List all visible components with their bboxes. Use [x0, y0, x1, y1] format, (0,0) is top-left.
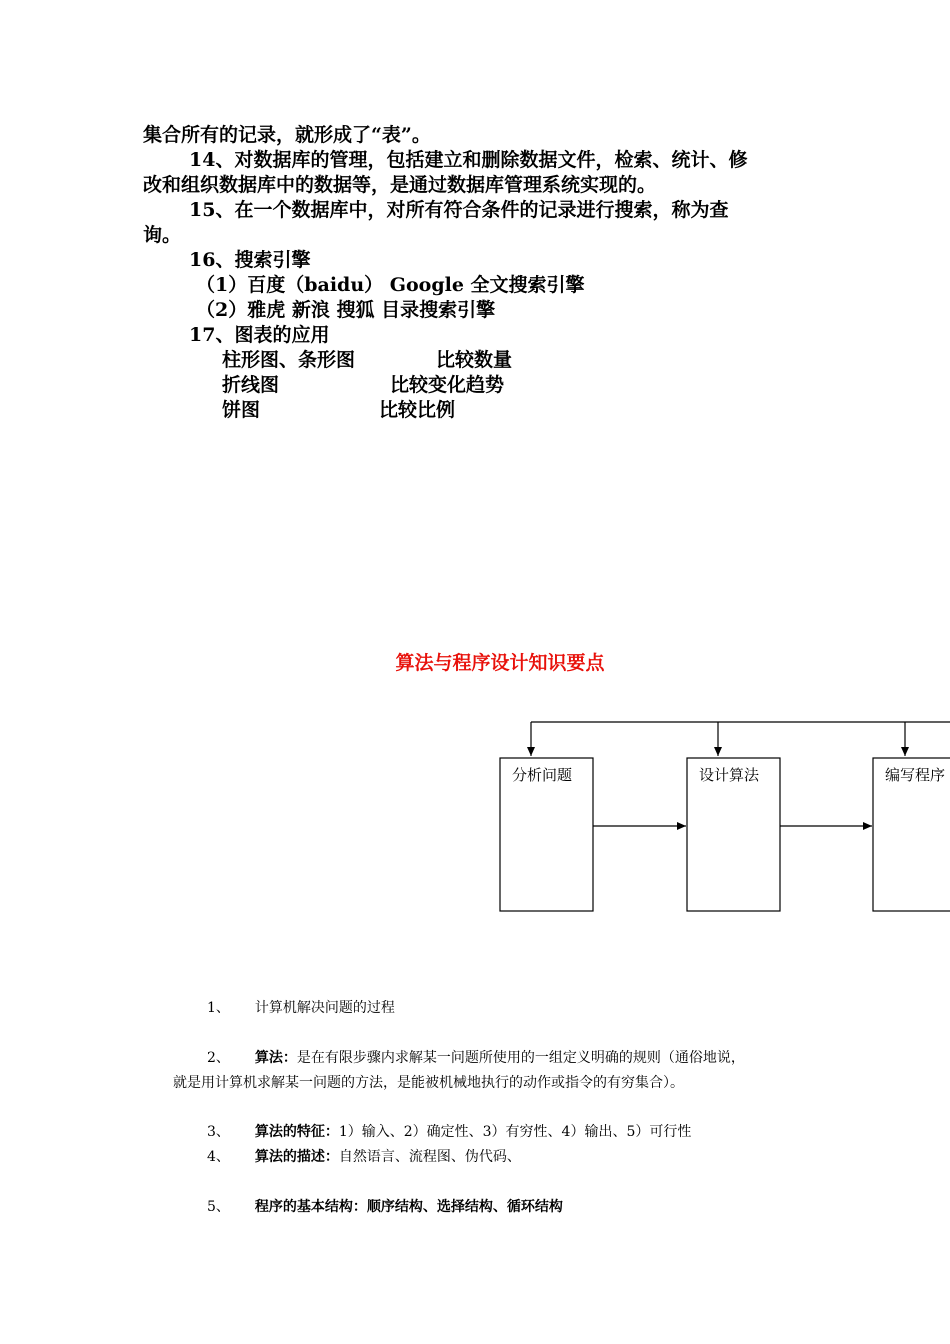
point-bold: 程序的基本结构：顺序结构、选择结构、循环结构: [254, 1199, 563, 1215]
section-heading: 算法与程序设计知识要点: [395, 652, 605, 674]
chart-use-type: 折线图: [222, 374, 280, 396]
chart-use-type: 饼图: [222, 399, 261, 421]
point-item: [207, 998, 395, 1018]
chart-use-purpose: 比较变化趋势: [390, 374, 505, 396]
point-number: 1、: [207, 1000, 230, 1016]
point-bold: 算法的描述：: [254, 1149, 339, 1165]
text-line: 14、对数据库的管理，包括建立和删除数据文件，检索、统计、修: [189, 149, 748, 171]
text-line: 询。: [143, 224, 182, 246]
point-number: 5、: [207, 1199, 230, 1215]
box-label: 设计算法: [699, 766, 760, 784]
point-item: [207, 1147, 521, 1167]
text-line: （1）百度（baidu） Google 全文搜索引擎: [196, 274, 585, 296]
text-line: 集合所有的记录，就形成了“表”。: [143, 124, 431, 146]
box-label: 编写程序: [885, 766, 946, 784]
point-text: 计算机解决问题的过程: [254, 1000, 395, 1016]
text-line: （2）雅虎 新浪 搜狐 目录搜索引擎: [196, 299, 496, 321]
point-item: [207, 1197, 563, 1217]
point-continuation: 就是用计算机求解某一问题的方法，是能被机械地执行的动作或指令的有穷集合）。: [173, 1075, 684, 1091]
point-text: 自然语言、流程图、伪代码、: [338, 1149, 521, 1165]
point-bold: 算法的特征：: [254, 1124, 339, 1140]
text-line: 改和组织数据库中的数据等，是通过数据库管理系统实现的。: [143, 174, 657, 196]
chart-use-purpose: 比较数量: [436, 349, 513, 371]
point-number: 3、: [207, 1124, 230, 1140]
box-label: 分析问题: [512, 766, 573, 784]
text-line: 16、搜索引擎: [189, 249, 311, 271]
point-bold: 算法：: [254, 1050, 297, 1066]
point-text: 是在有限步骤内求解某一问题所使用的一组定义明确的规则（通俗地说，: [296, 1050, 745, 1066]
point-number: 4、: [207, 1149, 230, 1165]
point-item: [207, 1122, 691, 1142]
point-item: [207, 1048, 745, 1068]
point-text: 1）输入、2）确定性、3）有穷性、4）输出、5）可行性: [338, 1124, 692, 1140]
chart-use-purpose: 比较比例: [379, 399, 456, 421]
text-line: 15、在一个数据库中，对所有符合条件的记录进行搜索，称为查: [189, 199, 729, 221]
chart-use-type: 柱形图、条形图: [222, 349, 356, 371]
point-number: 2、: [207, 1050, 230, 1066]
text-line: 17、图表的应用: [189, 324, 330, 346]
